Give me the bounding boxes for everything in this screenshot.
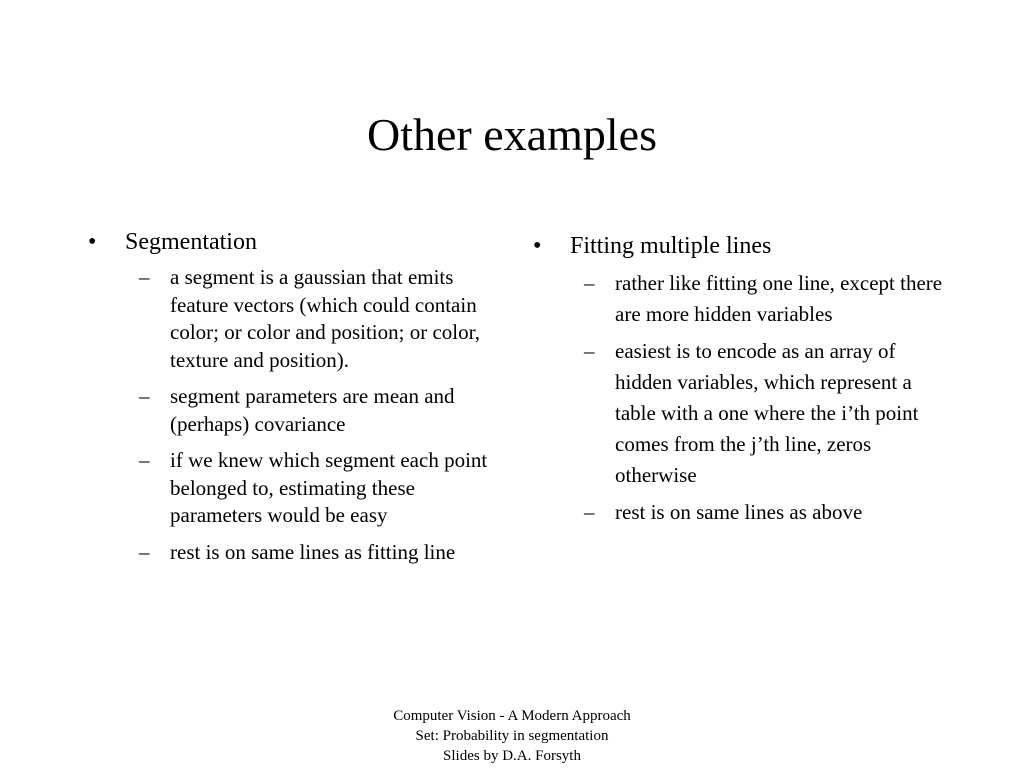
list-item: [533, 268, 943, 330]
footer-set-name: Set: Probability in segmentation: [415, 728, 609, 744]
bullet-heading: Fitting multiple lines: [570, 233, 772, 259]
footer-book-title: Computer Vision - A Modern Approach: [393, 708, 631, 724]
list-item-text: segment parameters are mean and (perhaps) covariance: [170, 384, 455, 436]
footer-author: Slides by D.A. Forsyth: [443, 748, 581, 764]
list-item: [88, 447, 488, 530]
bullet-heading: Segmentation: [125, 229, 257, 255]
dash-marker: –: [584, 271, 595, 295]
bullet-marker: •: [533, 233, 542, 259]
right-column: [533, 232, 943, 534]
list-item-text: a segment is a gaussian that emits feature vectors (which could contain color; or color and position; or color, texture and position).: [170, 265, 481, 372]
dash-marker: –: [584, 500, 595, 524]
list-item: [88, 539, 488, 567]
list-item: [533, 497, 943, 528]
bullet-segmentation: [88, 228, 488, 256]
list-item-text: rest is on same lines as fitting line: [170, 539, 456, 564]
dash-marker: –: [139, 539, 150, 564]
dash-marker: –: [584, 339, 595, 363]
slide-footer: [0, 706, 1024, 766]
list-item-text: easiest is to encode as an array of hidden variables, which represent a table with a one where the i’th point comes from the j’th line, zeros otherwise: [615, 339, 919, 487]
list-item: [533, 336, 943, 491]
list-item: [88, 264, 488, 374]
slide-title: Other examples: [367, 109, 657, 160]
dash-marker: –: [139, 448, 150, 472]
sub-list-segmentation: [88, 264, 488, 566]
list-item-text: rest is on same lines as above: [615, 500, 863, 524]
sub-list-fitting-multiple-lines: [533, 268, 943, 528]
left-column: [88, 228, 488, 575]
bullet-marker: •: [88, 229, 97, 255]
list-item-text: if we knew which segment each point belonged to, estimating these parameters would be easy: [170, 448, 488, 527]
dash-marker: –: [139, 265, 150, 289]
list-item-text: rather like fitting one line, except there are more hidden variables: [615, 271, 943, 326]
bullet-fitting-multiple-lines: [533, 232, 943, 260]
list-item: [88, 383, 488, 438]
dash-marker: –: [139, 384, 150, 408]
